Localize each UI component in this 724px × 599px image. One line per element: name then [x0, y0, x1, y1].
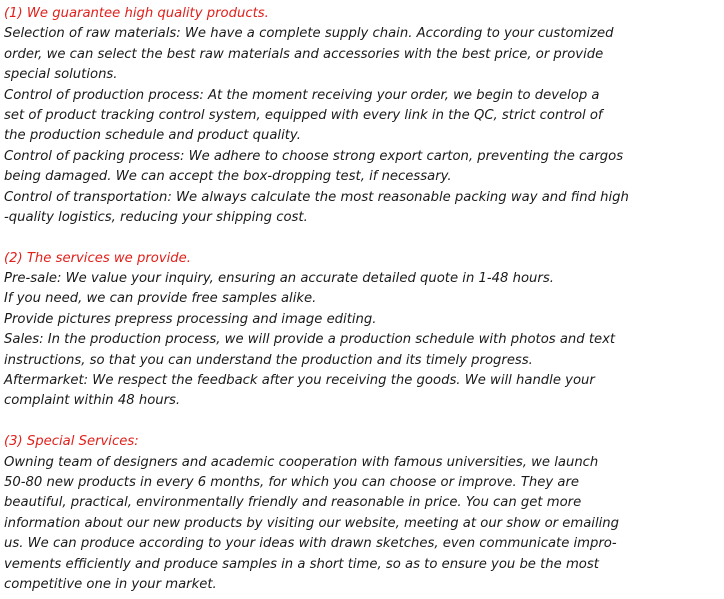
paragraph-line: competitive one in your market. [4, 576, 217, 592]
section-spacer [4, 412, 720, 432]
document-body [4, 4, 720, 595]
paragraph-line: Control of packing process: We adhere to choose strong export carton, preventing the cargos [4, 148, 624, 164]
section-heading: (1) We guarantee high quality products. [4, 6, 269, 21]
paragraph-line: If you need, we can provide free samples alike. [4, 291, 317, 307]
paragraph-line: information about our new products by visiting our website, meeting at our show or emailing [4, 515, 620, 531]
paragraph-line: special solutions. [4, 67, 118, 83]
section-special-services [4, 432, 720, 595]
paragraph-line: Pre-sale: We value your inquiry, ensuring an accurate detailed quote in 1-48 hours. [4, 271, 554, 287]
paragraph-line: Selection of raw materials: We have a complete supply chain. According to your customized [4, 26, 614, 42]
paragraph-line: Control of production process: At the moment receiving your order, we begin to develop a [4, 87, 600, 103]
paragraph-line: complaint within 48 hours. [4, 393, 181, 409]
section-heading: (3) Special Services: [4, 434, 139, 450]
section-spacer [4, 228, 720, 248]
paragraph-line: 50-80 new products in every 6 months, for which you can choose or improve. They are [4, 474, 579, 490]
paragraph-line: Control of transportation: We always calculate the most reasonable packing way and find high [4, 189, 629, 205]
paragraph-line: set of product tracking control system, equipped with every link in the QC, strict control of [4, 107, 603, 123]
section-services [4, 249, 720, 412]
paragraph-line: Sales: In the production process, we will provide a production schedule with photos and text [4, 332, 616, 348]
paragraph-line: instructions, so that you can understand the production and its timely progress. [4, 352, 533, 368]
paragraph-line: being damaged. We can accept the box-dropping test, if necessary. [4, 169, 452, 185]
paragraph-line: vements efficiently and produce samples in a short time, so as to ensure you be the most [4, 556, 599, 572]
paragraph-line: us. We can produce according to your ideas with drawn sketches, even communicate impro- [4, 536, 617, 552]
section-heading: (2) The services we provide. [4, 250, 191, 266]
paragraph-line: Provide pictures prepress processing and image editing. [4, 311, 377, 327]
paragraph-line: the production schedule and product quality. [4, 128, 301, 144]
paragraph-line: beautiful, practical, environmentally friendly and reasonable in price. You can get more [4, 495, 582, 511]
paragraph-line: order, we can select the best raw materials and accessories with the best price, or provide [4, 46, 604, 62]
paragraph-line: Aftermarket: We respect the feedback after you receiving the goods. We will handle your [4, 373, 595, 389]
section-quality [4, 4, 720, 228]
paragraph-line: -quality logistics, reducing your shipping cost. [4, 209, 308, 225]
paragraph-line: Owning team of designers and academic cooperation with famous universities, we launch [4, 454, 599, 470]
